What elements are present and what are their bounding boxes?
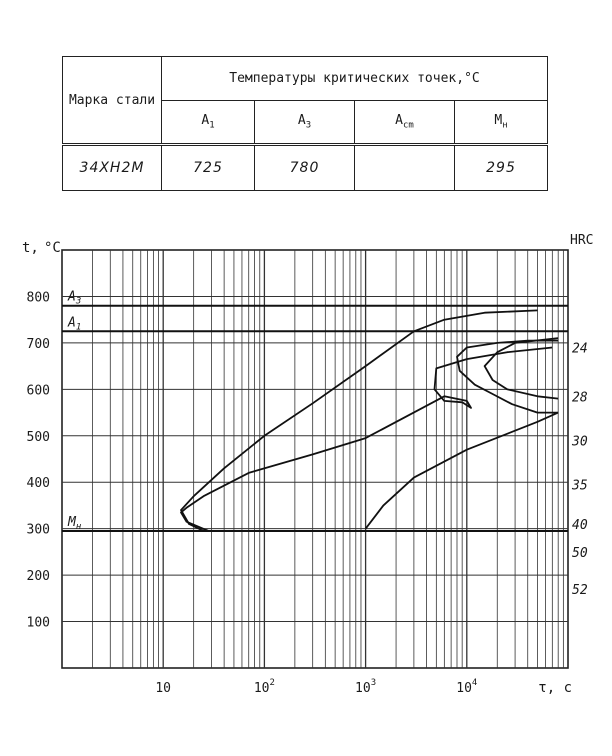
point-mn-header: $M_н$ xyxy=(455,101,548,145)
curve-start-of-transformation-lower xyxy=(181,348,552,532)
y-tick-label: 800 xyxy=(26,290,50,306)
grade-header-label: Марка стали xyxy=(68,92,156,108)
point-a3-header: $A_3$ xyxy=(255,101,355,145)
hrc-value-label: 35 xyxy=(572,478,588,494)
y-axis-unit: °C xyxy=(44,240,61,256)
reference-label: $M_н$ xyxy=(68,514,82,532)
x-tick-exponent: 2 xyxy=(269,678,275,688)
point-a1-header: $A_1$ xyxy=(162,101,255,145)
x-axis-title: τ, c xyxy=(538,680,572,696)
temperatures-header-unit: °C xyxy=(464,71,480,86)
grade-value: 34ХН2М xyxy=(63,145,162,191)
a3-value: 780 xyxy=(255,145,355,191)
hrc-axis-title: HRC xyxy=(570,233,594,248)
x-tick-exponent: 3 xyxy=(370,678,377,688)
hrc-value-label: 40 xyxy=(572,518,588,534)
reference-label-subscript: 3 xyxy=(75,296,82,307)
reference-label: $A_3$ xyxy=(68,289,82,307)
x-tick-exponent: 4 xyxy=(471,678,478,688)
reference-label-subscript: н xyxy=(75,521,82,532)
reference-label: $A_1$ xyxy=(68,315,82,333)
y-axis-title: t, xyxy=(22,240,39,256)
x-tick-label: $10^3$ xyxy=(355,678,377,696)
x-tick-label: $10^2$ xyxy=(253,678,275,696)
hrc-value-label: 28 xyxy=(572,390,588,406)
y-tick-label: 300 xyxy=(26,522,50,538)
transformation-curves xyxy=(181,310,558,531)
hrc-value-label: 24 xyxy=(572,341,588,357)
hrc-value-label: 30 xyxy=(572,434,588,450)
y-tick-label: 400 xyxy=(26,476,50,492)
point-acm-header: $A_{cm}$ xyxy=(355,101,455,145)
a1-value: 725 xyxy=(162,145,255,191)
hrc-value-label: 52 xyxy=(572,583,588,599)
x-tick-label: 10 xyxy=(155,681,172,696)
y-tick-label: 200 xyxy=(26,569,50,585)
reference-lines xyxy=(62,306,568,531)
reference-label-subscript: 1 xyxy=(75,322,82,333)
mn-value: 295 xyxy=(455,145,548,191)
y-tick-label: 700 xyxy=(26,336,50,352)
axis-labels xyxy=(22,233,593,696)
temperatures-header-label: Температуры критических точек, xyxy=(229,71,465,86)
hrc-value-label: 50 xyxy=(572,545,588,561)
curve-start-of-transformation-upper xyxy=(181,310,538,531)
y-tick-label: 100 xyxy=(26,615,50,631)
x-tick-label: $10^4$ xyxy=(456,678,478,696)
y-tick-label: 600 xyxy=(26,383,50,399)
y-tick-label: 500 xyxy=(26,429,50,445)
